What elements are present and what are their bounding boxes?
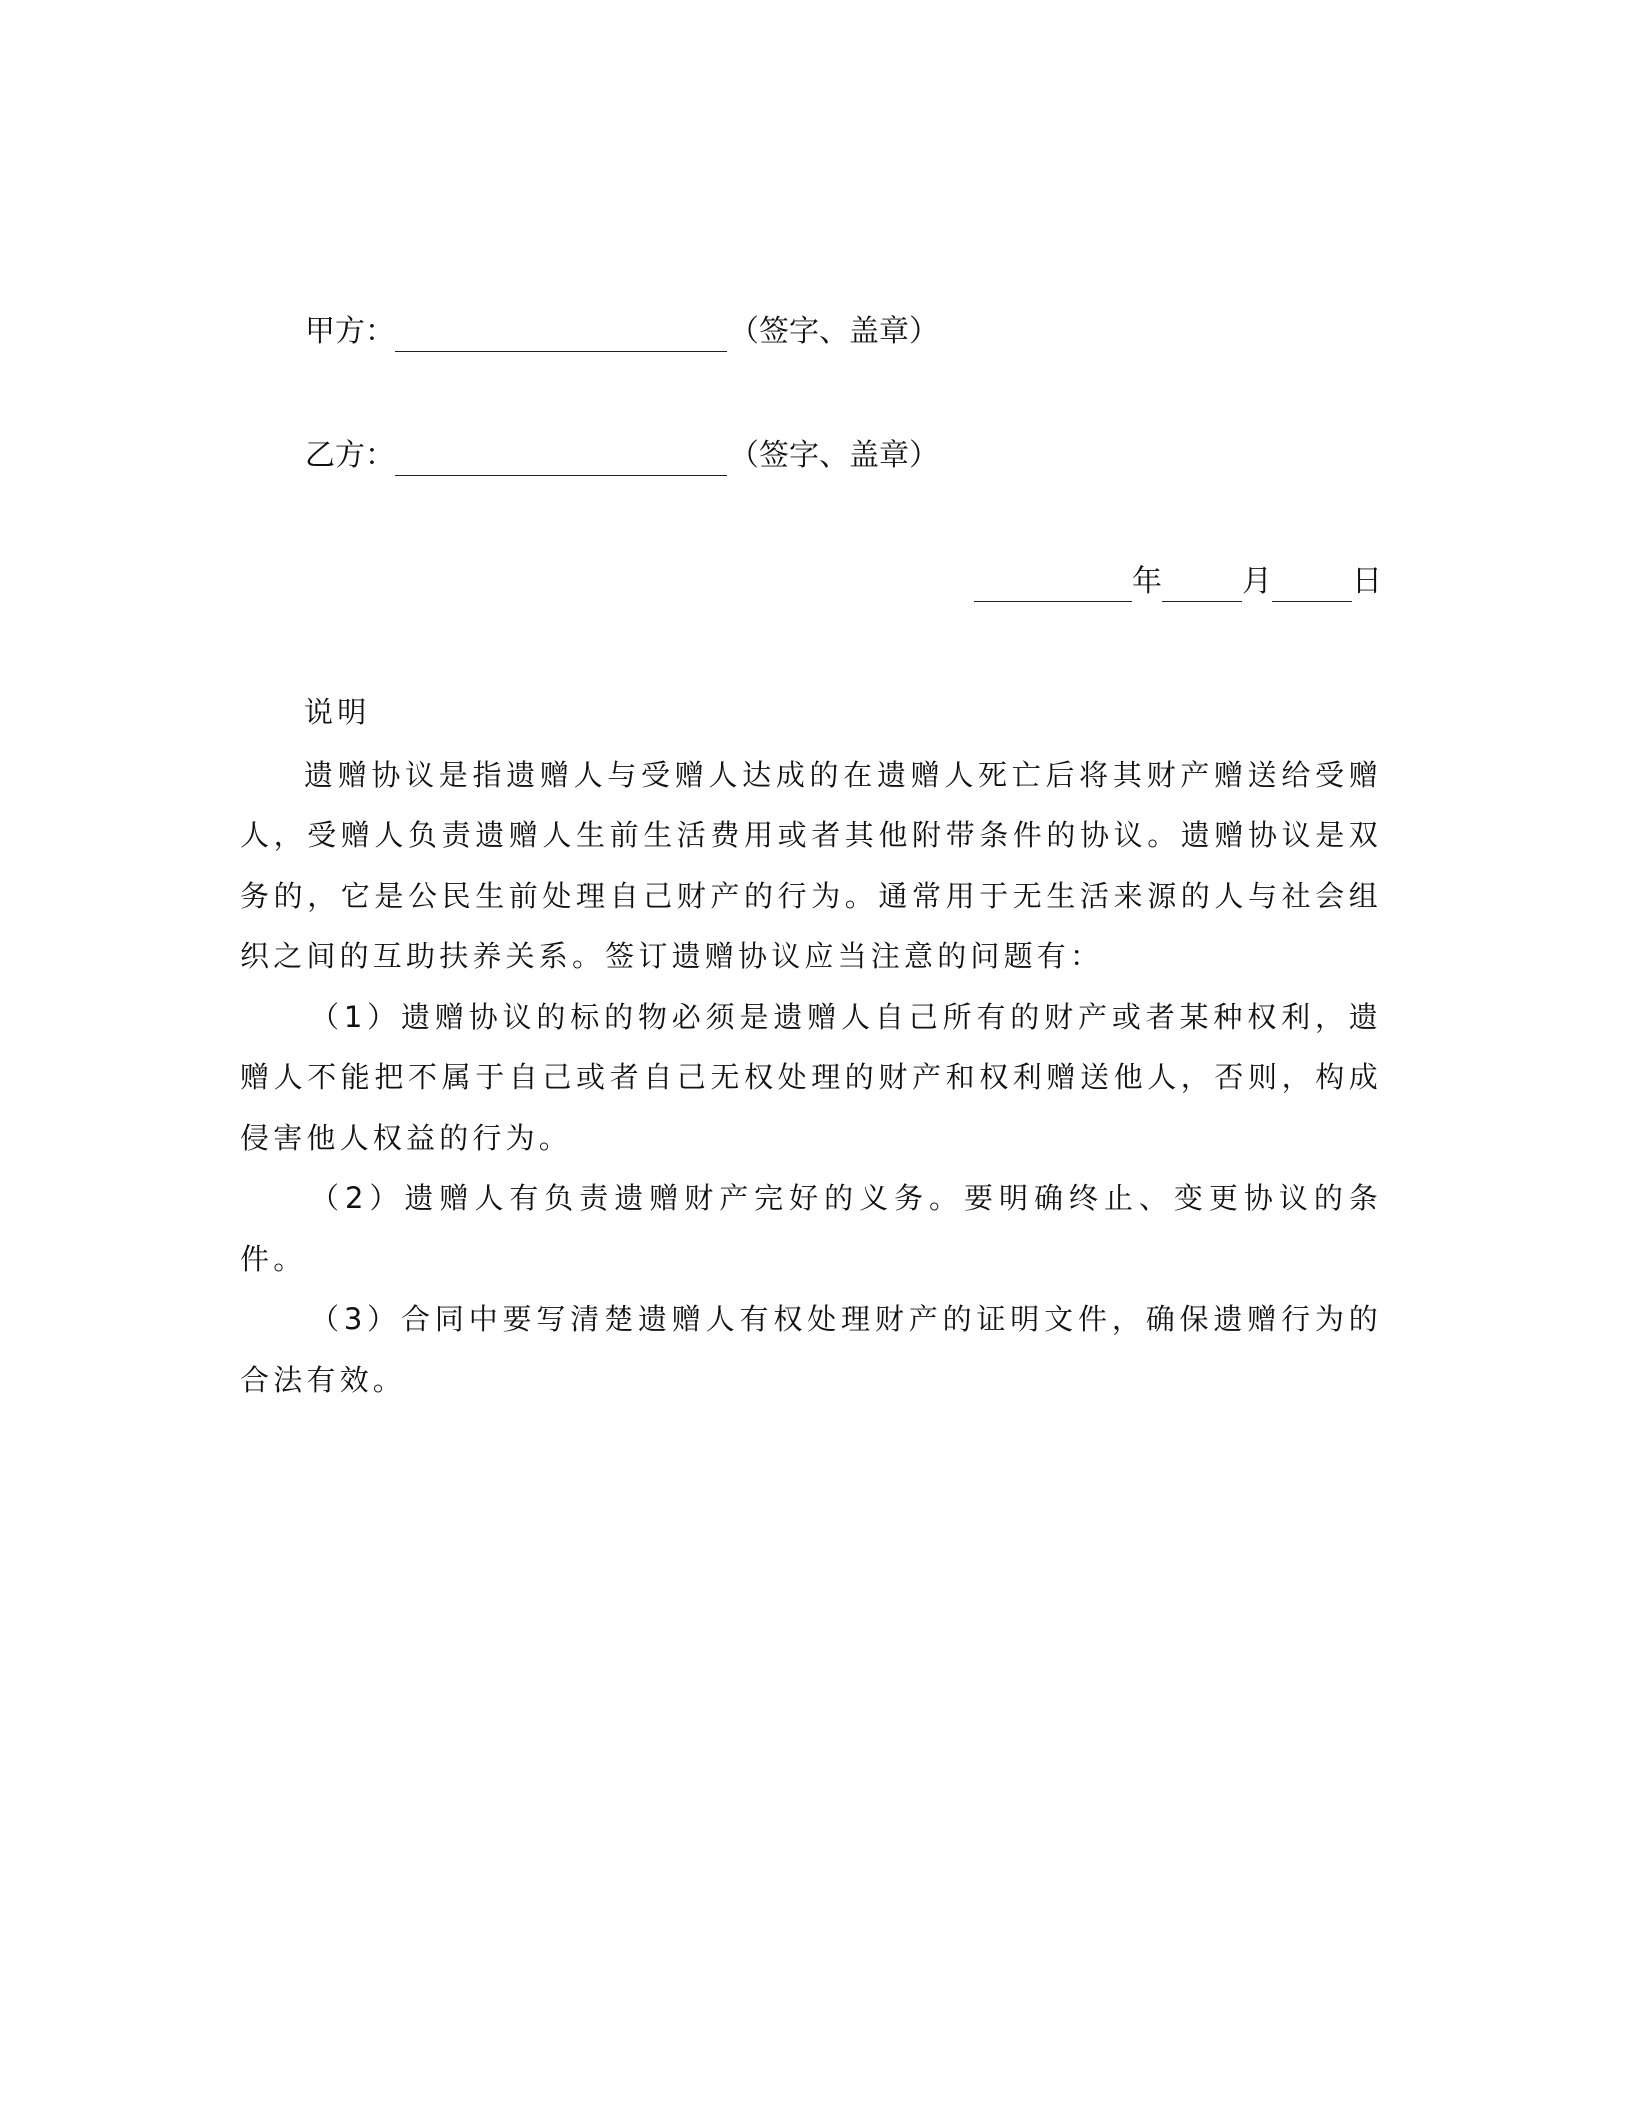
notes-intro: 遗赠协议是指遗赠人与受赠人达成的在遗赠人死亡后将其财产赠送给受赠人，受赠人负责遗赠人生前生活费用或者其他附带条件的协议。遗赠协议是双务的，它是公民生前处理自己财产的行为。通常用于无生活来源的人与社会组织之间的互助扶养关系。签订遗赠协议应当注意的问题有： [240,757,1382,973]
party-a-signature-row [305,312,939,352]
date-row [974,562,1382,602]
year-blank [974,571,1132,602]
party-b-label: 乙方： [305,438,395,473]
notes-heading: 说明 [304,695,371,729]
day-blank [1272,571,1352,602]
party-b-sign-note: （签字、盖章） [729,438,939,473]
party-a-signature-line [395,321,727,352]
party-a-sign-note: （签字、盖章） [729,314,939,349]
notes-item-3: （3）合同中要写清楚遗赠人有权处理财产的证明文件，确保遗赠行为的合法有效。 [240,1302,1382,1397]
month-blank [1162,571,1242,602]
party-b-signature-row [305,436,939,476]
month-label: 月 [1242,564,1272,599]
day-label: 日 [1352,564,1382,599]
party-b-signature-line [395,445,727,476]
notes-item-2: （2）遗赠人有负责遗赠财产完好的义务。要明确终止、变更协议的条件。 [240,1181,1382,1276]
year-label: 年 [1132,564,1162,599]
notes-section [240,682,1382,1410]
notes-item-1: （1）遗赠协议的标的物必须是遗赠人自己所有的财产或者某种权利，遗赠人不能把不属于自己或者自己无权处理的财产和权利赠送他人，否则，构成侵害他人权益的行为。 [240,999,1382,1155]
party-a-label: 甲方： [305,314,395,349]
